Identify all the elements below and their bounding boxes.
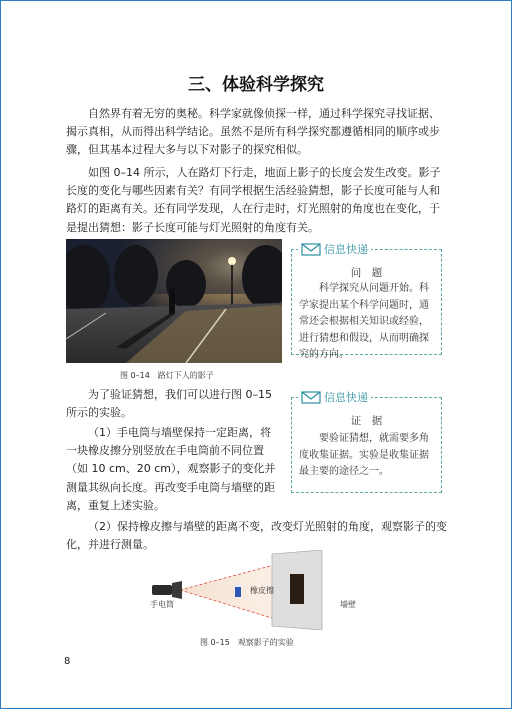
wall-label: 墙壁	[340, 600, 356, 609]
flashlight-label: 手电筒	[150, 600, 174, 609]
page-number: 8	[64, 656, 71, 667]
figure-0-14-caption: 图 0–14 路灯下人的影子	[120, 371, 214, 380]
figure-0-15-caption: 图 0–15 观察影子的实验	[200, 638, 294, 647]
info-box-header	[298, 389, 371, 405]
paragraph-shadow: 如图 0–14 所示，人在路灯下行走，地面上影子的长度会发生改变。影子长度的变化与哪些因素有关？有同学根据生活经验猜想，影子长度可能与人和路灯的距离有关。还有同学发现，人在行走时，灯光照射的角度也在变化，于是提出猜想：影子长度可能与灯光照射的角度有关。	[66, 166, 441, 234]
info-box-heading: 证 据	[350, 415, 383, 427]
info-box-question	[291, 243, 442, 360]
info-box-label: 信息快递	[324, 243, 368, 256]
info-box-label: 信息快递	[324, 391, 368, 404]
envelope-icon	[301, 391, 321, 404]
street-light-photo	[66, 239, 282, 363]
paragraph-step-2: （2）保持橡皮擦与墙壁的距离不变，改变灯光照射的角度，观察影子的变化，并进行测量。	[66, 520, 447, 552]
eraser-icon	[235, 583, 241, 597]
street-light-illustration	[66, 239, 282, 363]
info-box-evidence	[291, 391, 442, 493]
info-box-heading: 问 题	[350, 267, 383, 279]
info-box-body: 要验证猜想，就需要多角度收集证据。实验是收集证据最主要的途径之一。	[299, 433, 429, 477]
paragraph-intro: 自然界有着无穷的奥秘。科学家就像侦探一样，通过科学探究寻找证据、揭示真相，从而得出科学结论。虽然不是所有科学探究都遵循相同的顺序或步骤，但其基本过程大多与以下对影子的探究相似。	[66, 107, 440, 157]
paragraph-verify: 为了验证猜想，我们可以进行图 0–15 所示的实验。	[66, 388, 272, 420]
paragraph-step-1: （1）手电筒与墙壁保持一定距离，将一块橡皮擦分别竖放在手电筒前不同位置（如 10 cm、20 cm），观察影子的变化并测量其纵向长度。再改变手电筒与墙壁的距离，重复上述实验。	[66, 426, 276, 512]
section-title: 三、体验科学探究	[188, 75, 324, 95]
flashlight-icon	[152, 581, 182, 599]
info-box-body: 科学探究从问题开始。科学家提出某个科学问题时，通常还会根据相关知识或经验，进行猜想和假设，从而明确探究的方向。	[299, 283, 429, 360]
eraser-label: 橡皮擦	[250, 586, 274, 595]
info-box-header	[298, 241, 371, 257]
envelope-icon	[301, 243, 321, 256]
